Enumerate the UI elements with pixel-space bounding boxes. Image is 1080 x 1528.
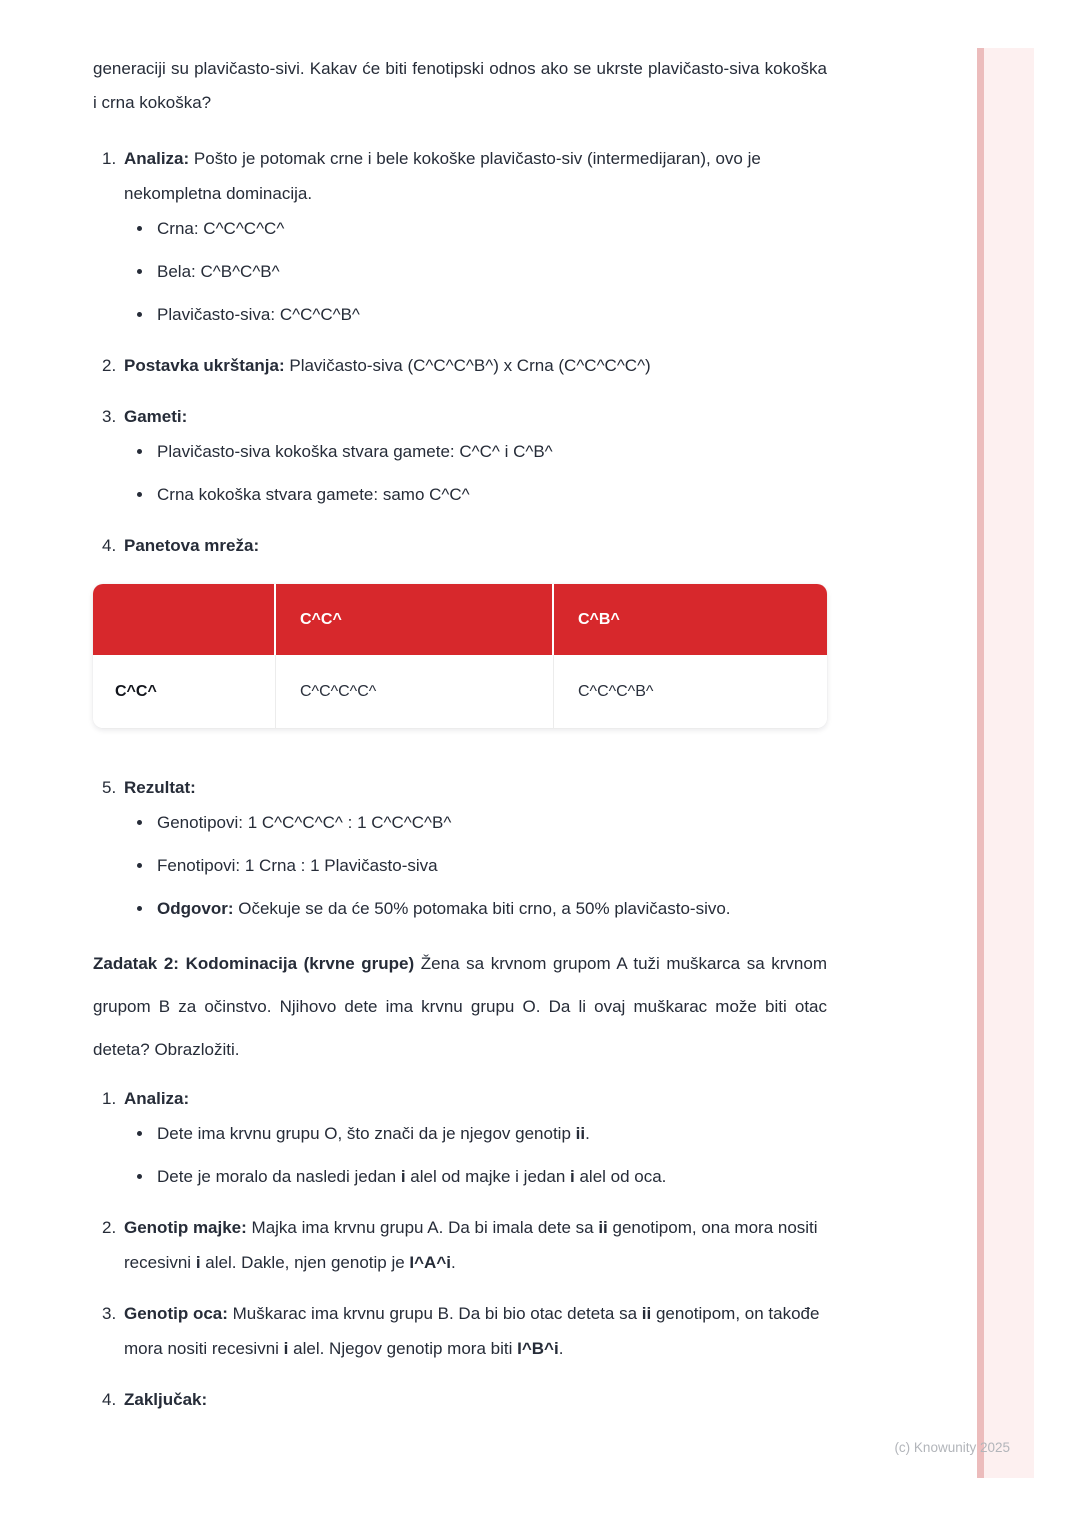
punnett-body-row xyxy=(93,655,827,728)
task2-intro-paragraph: Zadatak 2: Kodominacija (krvne grupe) Žena sa krvnom grupom A tuži muškarca sa krvnom grupom B za očinstvo. Njihovo dete ima krvnu grupu O. Da li ovaj muškarac može biti otac deteta? Obrazložiti. xyxy=(93,954,827,1059)
bullet-item xyxy=(124,297,827,332)
step-number: 3. xyxy=(102,1304,117,1323)
punnett-header-cell: C^B^ xyxy=(554,584,827,655)
bullet-item xyxy=(124,434,827,469)
step-number: 4. xyxy=(102,536,117,555)
step-analiza xyxy=(93,141,827,332)
bullet-text: Crna kokoška stvara gamete: samo C^C^ xyxy=(157,485,470,504)
punnett-header-row xyxy=(93,584,827,655)
bullet-item xyxy=(124,891,827,926)
bullet-item xyxy=(124,477,827,512)
step-text: Rezultat: xyxy=(124,778,196,797)
bullet-item xyxy=(124,254,827,289)
bullet-item xyxy=(124,805,827,840)
bullet-item xyxy=(124,1116,827,1151)
step-number: 2. xyxy=(102,1218,117,1237)
side-accent-bar xyxy=(977,48,1034,1478)
step-text: Analiza: Pošto je potomak crne i bele kokoške plavičasto-siv (intermedijaran), ovo je nekompletna dominacija. xyxy=(124,149,761,203)
bullet-text: Crna: C^C^C^C^ xyxy=(157,219,285,238)
step-genotip-majke xyxy=(93,1210,827,1280)
bullet-dot xyxy=(137,1174,142,1179)
punnett-table-container xyxy=(93,584,827,728)
punnett-cell: C^C^C^C^ xyxy=(276,655,554,728)
step-text: Panetova mreža: xyxy=(124,536,260,555)
step-postavka-ukrstanja xyxy=(93,348,827,383)
step-panetova-mreza xyxy=(93,528,827,563)
step-number: 2. xyxy=(102,356,117,375)
step-text: Genotip oca: Muškarac ima krvnu grupu B. Da bi bio otac deteta sa ii genotipom, on takođe mora nositi recesivni i alel. Njegov genotip mora biti I^B^i. xyxy=(124,1304,820,1358)
step-gameti xyxy=(93,399,827,512)
bullet-item xyxy=(124,848,827,883)
step-text: Gameti: xyxy=(124,407,188,426)
step-zakljucak xyxy=(93,1382,827,1417)
bullet-text: Plavičasto-siva: C^C^C^B^ xyxy=(157,305,360,324)
bullet-dot xyxy=(137,1131,142,1136)
bullet-item xyxy=(124,211,827,246)
bullet-dot xyxy=(137,449,142,454)
bullet-dot xyxy=(137,312,142,317)
intro-paragraph: generaciji su plavičasto-sivi. Kakav će biti fenotipski odnos ako se ukrste plavičasto-siva kokoška i crna kokoška? xyxy=(93,59,827,112)
step-text: Postavka ukrštanja: Plavičasto-siva (C^C^C^B^) x Crna (C^C^C^C^) xyxy=(124,356,651,375)
step-genotip-oca xyxy=(93,1296,827,1366)
bullet-text: Genotipovi: 1 C^C^C^C^ : 1 C^C^C^B^ xyxy=(157,813,452,832)
bullet-dot xyxy=(137,269,142,274)
punnett-corner-cell xyxy=(93,584,276,655)
bullet-text: Dete je moralo da nasledi jedan i alel od majke i jedan i alel od oca. xyxy=(157,1167,667,1186)
bullet-text: Fenotipovi: 1 Crna : 1 Plavičasto-siva xyxy=(157,856,438,875)
punnett-header-cell: C^C^ xyxy=(276,584,554,655)
step-number: 4. xyxy=(102,1390,117,1409)
step-text: Genotip majke: Majka ima krvnu grupu A. Da bi imala dete sa ii genotipom, ona mora nositi recesivni i alel. Dakle, njen genotip je I^A^i. xyxy=(124,1218,818,1272)
bullet-text: Bela: C^B^C^B^ xyxy=(157,262,280,281)
step-number: 1. xyxy=(102,149,117,168)
step-number: 5. xyxy=(102,778,117,797)
bullet-item xyxy=(124,1159,827,1194)
page-content xyxy=(93,52,827,1417)
bullet-text: Plavičasto-siva kokoška stvara gamete: C^C^ i C^B^ xyxy=(157,442,553,461)
step-task2-analiza xyxy=(93,1081,827,1194)
bullet-dot xyxy=(137,226,142,231)
bullet-dot xyxy=(137,906,142,911)
step-text: Analiza: xyxy=(124,1089,190,1108)
bullet-text: Dete ima krvnu grupu O, što znači da je njegov genotip ii. xyxy=(157,1124,590,1143)
copyright-text: (c) Knowunity 2025 xyxy=(894,1440,1010,1455)
step-text: Zaključak: xyxy=(124,1390,208,1409)
punnett-table xyxy=(93,584,827,728)
bullet-dot xyxy=(137,492,142,497)
punnett-cell: C^C^C^B^ xyxy=(554,655,827,728)
bullet-dot xyxy=(137,820,142,825)
punnett-row-label: C^C^ xyxy=(93,655,276,728)
bullet-text: Odgovor: Očekuje se da će 50% potomaka biti crno, a 50% plavičasto-sivo. xyxy=(157,899,731,918)
bullet-dot xyxy=(137,863,142,868)
step-rezultat xyxy=(93,770,827,926)
step-number: 1. xyxy=(102,1089,117,1108)
step-number: 3. xyxy=(102,407,117,426)
